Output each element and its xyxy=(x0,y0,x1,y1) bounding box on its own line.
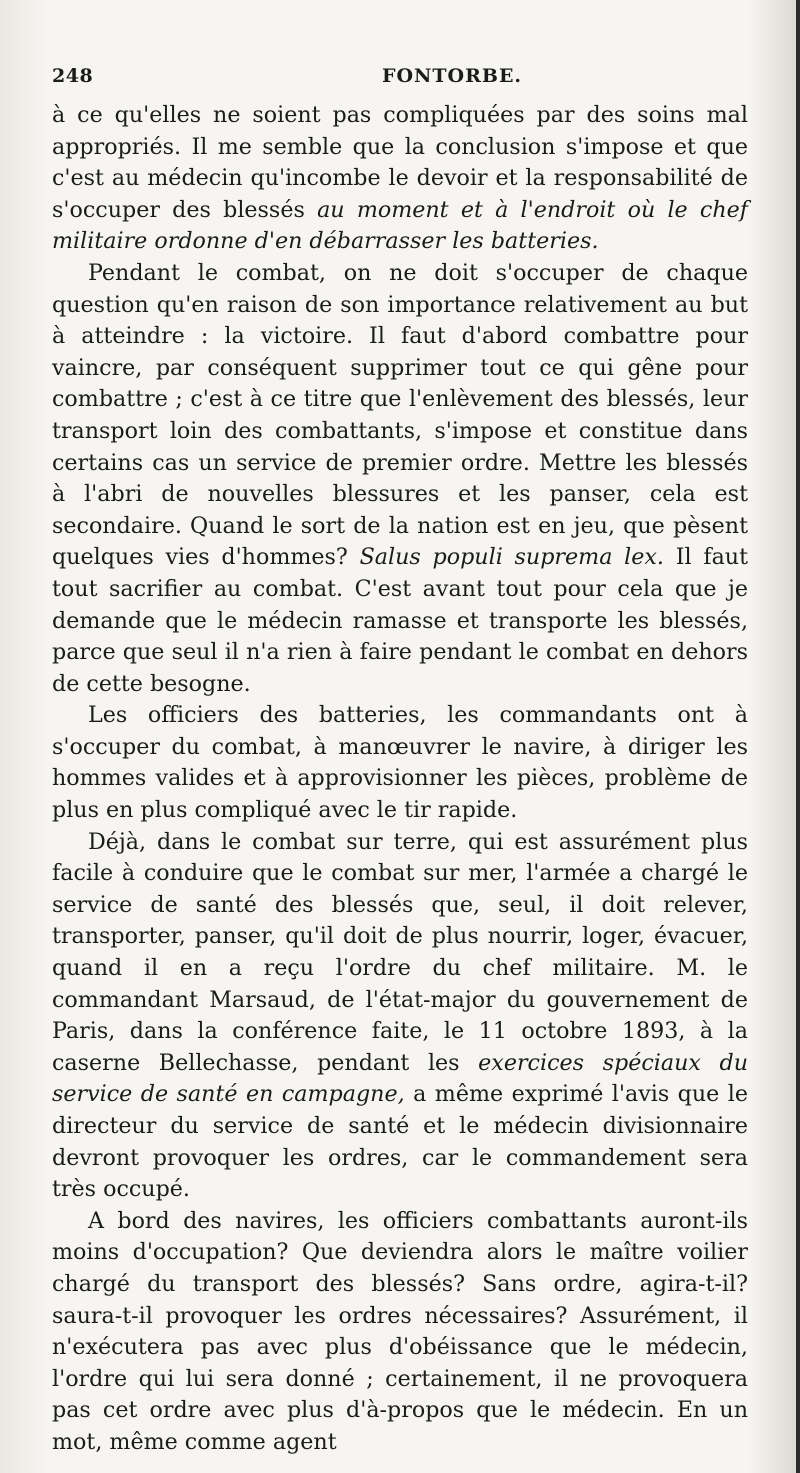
italic-run: au moment et à l'endroit où le chef militaire ordonne d'en débarrasser les batteries. xyxy=(52,196,748,255)
running-title: FONTORBE. xyxy=(382,65,523,87)
page-header xyxy=(52,65,740,95)
text-run: a même exprimé l'avis que le directeur du service de santé et le médecin divisionnaire devront provoquer les ordres, car le commandement sera très occupé. xyxy=(52,1081,748,1203)
paragraph xyxy=(52,100,748,258)
paragraph xyxy=(52,700,748,826)
paragraph xyxy=(52,827,748,1206)
page-number: 248 xyxy=(52,65,94,87)
text-run: Pendant le combat, on ne doit s'occuper de chaque question qu'en raison de son importance relativement au but à atteindre : la victoire. Il faut d'abord combattre pour vaincre, par conséquent supprimer tout ce qui gêne pour combattre ; c'est à ce titre que l'enlèvement des blessés, leur transport loin des combattants, s'impose et constitue dans certains cas un service de premier ordre. Mettre les blessés à l'abri de nouvelles blessures et les panser, cela est secondaire. Quand le sort de la nation est en jeu, que pèsent quelques vies d'hommes? xyxy=(52,259,748,571)
paragraph xyxy=(52,1206,748,1459)
text-run: Déjà, dans le combat sur terre, qui est assurément plus facile à conduire que le combat sur mer, l'armée a chargé le service de santé des blessés que, seul, il doit relever, transporter, panser, qu'il doit de plus nourrir, loger, évacuer, quand il en a reçu l'ordre du chef militaire. M. le commandant Marsaud, de l'état-major du gouvernement de Paris, dans la conférence faite, le 11 octobre 1893, à la caserne Bellechasse, pendant les xyxy=(52,828,748,1076)
italic-run: Salus populi suprema lex. xyxy=(359,544,664,571)
body-text xyxy=(52,100,748,1459)
italic-run: exercices spéciaux du service de santé en campagne, xyxy=(52,1049,748,1108)
text-run: A bord des navires, les officiers combattants auront-ils moins d'occupation? Que deviendra alors le maître voilier chargé du transport des blessés? Sans ordre, agira-t-il? saura-t-il provoquer les ordres nécessaires? Assurément, il n'exécutera pas avec plus d'obéissance que le médecin, l'ordre qui lui sera donné ; certainement, il ne provoquera pas cet ordre avec plus d'à-propos que le médecin. En un mot, même comme agent xyxy=(52,1207,748,1455)
text-run: Les officiers des batteries, les commandants ont à s'occuper du combat, à manœuvrer le navire, à diriger les hommes valides et à approvisionner les pièces, problème de plus en plus compliqué avec le tir rapide. xyxy=(52,702,748,824)
text-run: Il faut tout sacrifier au combat. C'est avant tout pour cela que je demande que le médecin ramasse et transporte les blessés, parce que seul il n'a rien à faire pendant le combat en dehors de cette besogne. xyxy=(52,544,748,697)
text-run: à ce qu'elles ne soient pas compliquées par des soins mal appropriés. Il me semble que la conclusion s'impose et que c'est au médecin qu'incombe le devoir et la responsabilité de s'occuper des blessés xyxy=(52,102,748,223)
paragraph xyxy=(52,258,748,700)
